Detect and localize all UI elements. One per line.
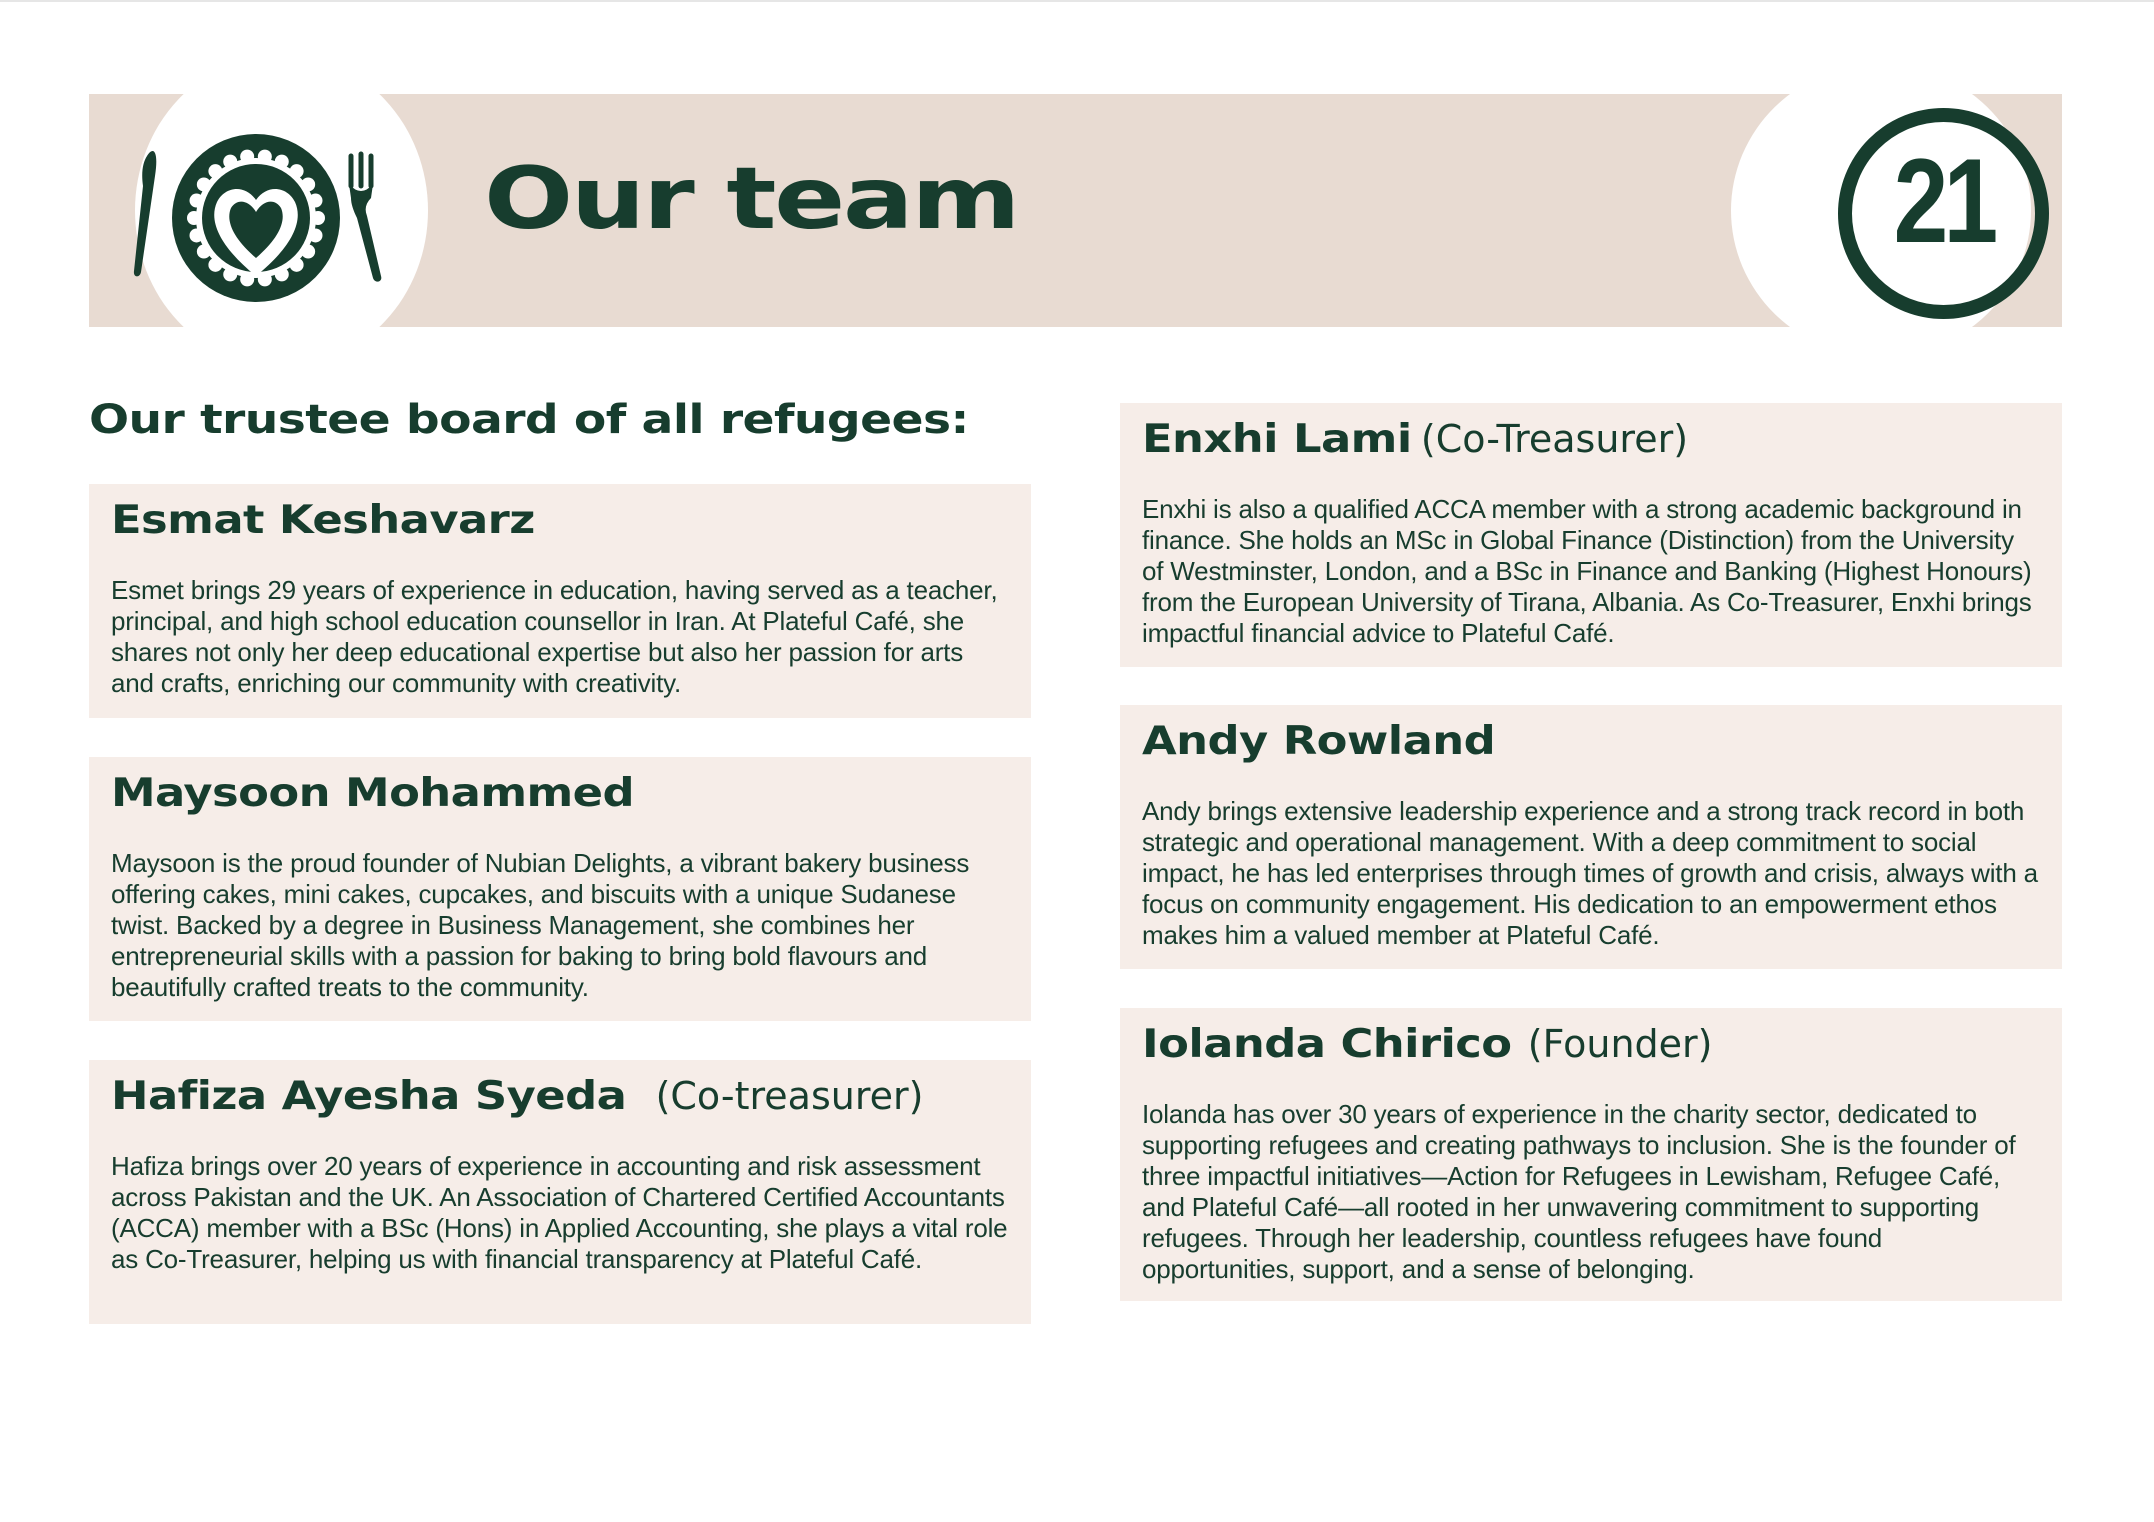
member-card-andy xyxy=(1120,705,2062,969)
member-card-iolanda xyxy=(1120,1008,2062,1301)
member-card-enxhi xyxy=(1120,403,2062,667)
member-bio: Maysoon is the proud founder of Nubian Delights, a vibrant bakery business offering cakes, mini cakes, cupcakes, and biscuits with a unique Sudanese twist. Backed by a degree in Business Management, she combines her entrepreneurial skills with a passion for baking to bring bold flavours and beautifully crafted treats to the community. xyxy=(111,848,970,1002)
member-name: Enxhi Lami xyxy=(1142,417,1412,462)
page-top-border xyxy=(0,0,2154,2)
member-name: Esmat Keshavarz xyxy=(111,498,535,543)
member-bio: Iolanda has over 30 years of experience in the charity sector, dedicated to supporting refugees and creating pathways to inclusion. She is the founder of three impactful initiatives—Action for Refugees in Lewisham, Refugee Café, and Plateful Café—all rooted in her unwavering commitment to supporting refugees. Through her leadership, countless refugees have found opportunities, support, and a sense of belonging. xyxy=(1142,1099,2016,1284)
member-heading xyxy=(111,771,1009,826)
member-heading xyxy=(111,1074,1009,1129)
member-name: Andy Rowland xyxy=(1142,719,1496,764)
member-role: (Co-Treasurer) xyxy=(1420,417,1689,461)
header-banner xyxy=(89,94,2062,327)
plate-heart-cutlery-icon xyxy=(105,106,405,316)
member-role: (Founder) xyxy=(1527,1022,1713,1066)
member-heading xyxy=(1142,1022,2040,1077)
member-name: Maysoon Mohammed xyxy=(111,771,635,816)
member-bio: Andy brings extensive leadership experience and a strong track record in both strategic and operational management. With a deep commitment to social impact, he has led enterprises through times of growth and crisis, always with a focus on community engagement. His dedication to an empowerment ethos makes him a valued member at Plateful Café. xyxy=(1142,796,2038,950)
member-heading xyxy=(1142,719,2040,774)
member-bio: Enxhi is also a qualified ACCA member with a strong academic background in finance. She holds an MSc in Global Finance (Distinction) from the University of Westminster, London, and a BSc in Finance and Banking (Highest Honours) from the European University of Tirana, Albania. As Co-Treasurer, Enxhi brings impactful financial advice to Plateful Café. xyxy=(1142,494,2032,648)
member-heading xyxy=(111,498,1009,553)
page-title: Our team xyxy=(484,149,1019,249)
member-name: Iolanda Chirico xyxy=(1142,1022,1512,1067)
member-role: (Co-treasurer) xyxy=(655,1074,924,1118)
member-bio: Hafiza brings over 20 years of experience in accounting and risk assessment across Pakistan and the UK. An Association of Chartered Certified Accountants (ACCA) member with a BSc (Hons) in Applied Accounting, she plays a vital role as Co-Treasurer, helping us with financial transparency at Plateful Café. xyxy=(111,1151,1008,1274)
section-heading: Our trustee board of all refugees: xyxy=(89,397,969,443)
member-card-maysoon xyxy=(89,757,1031,1021)
member-heading xyxy=(1142,417,2040,472)
member-name: Hafiza Ayesha Syeda xyxy=(111,1074,627,1119)
member-bio: Esmet brings 29 years of experience in education, having served as a teacher, principal, and high school education counsellor in Iran. At Plateful Café, she shares not only her deep educational expertise but also her passion for arts and crafts, enriching our community with creativity. xyxy=(111,575,998,698)
page-number: 21 xyxy=(1893,134,1994,268)
member-card-hafiza xyxy=(89,1060,1031,1324)
member-card-esmat xyxy=(89,484,1031,718)
